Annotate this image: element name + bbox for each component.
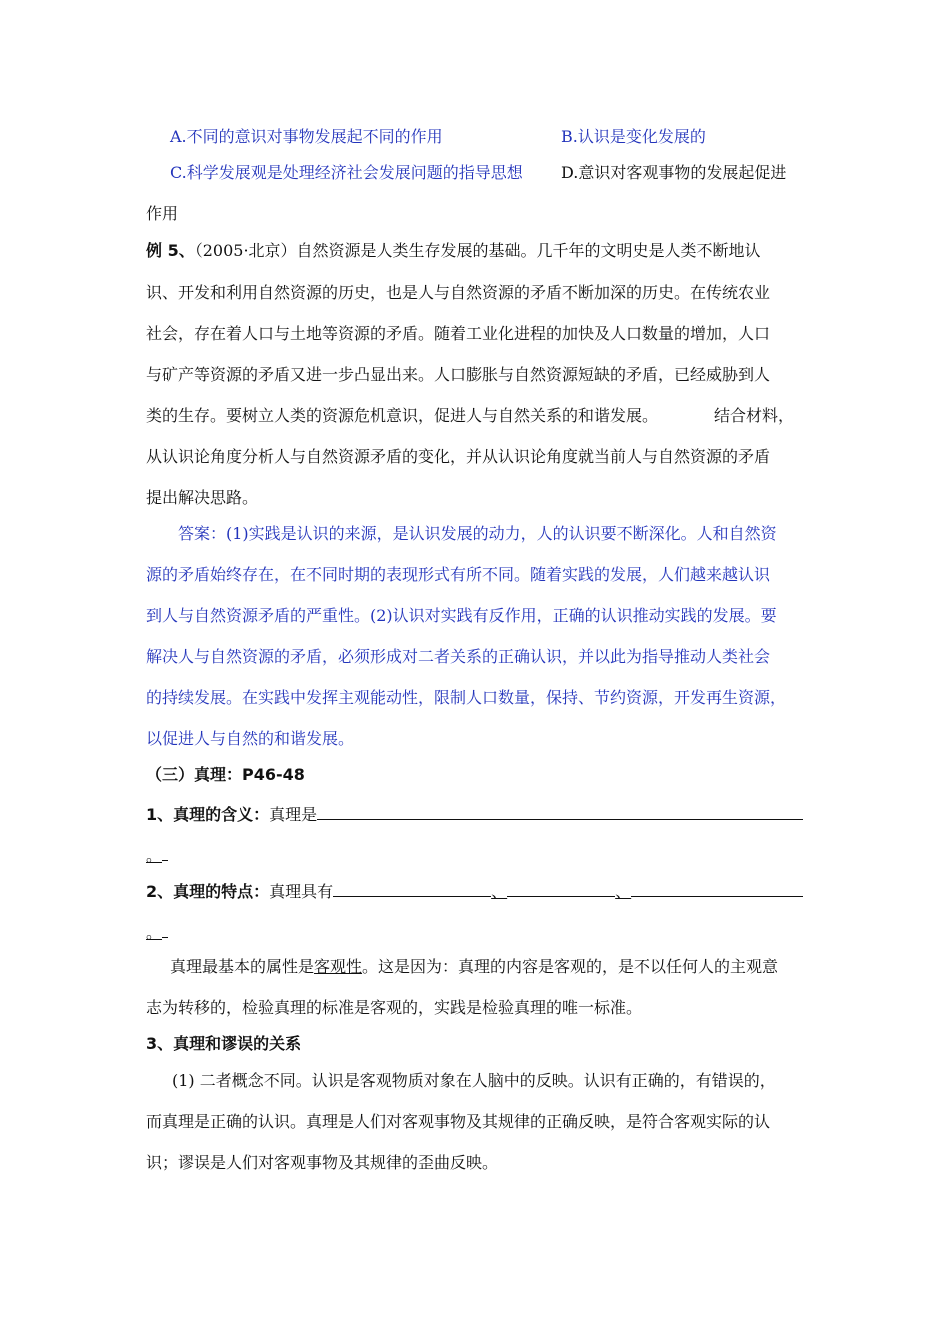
answer-line-4: 解决人与自然资源的矛盾，必须形成对二者关系的正确认识，并以此为指导推动人类社会 <box>146 647 771 666</box>
option-a: A.不同的意识对事物发展起不同的作用 <box>170 127 443 146</box>
question-2-end: 。 <box>146 921 168 943</box>
answer-line-6: 以促进人与自然的和谐发展。 <box>146 729 355 748</box>
fill-blank <box>507 880 615 897</box>
example-5-line-5: 类的生存。要树立人类的资源危机意识，促进人与自然关系的和谐发展。 结合材料， <box>146 406 795 425</box>
question-1: 1、真理的含义：真理是 <box>146 803 803 825</box>
example-5-line-6: 从认识论角度分析人与自然资源矛盾的变化，并从认识论角度就当前人与自然资源的矛盾 <box>146 447 771 466</box>
example-5-line-3: 社会，存在着人口与土地等资源的矛盾。随着工业化进程的加快及人口数量的增加，人口 <box>146 324 771 343</box>
option-d-continued: 作用 <box>146 204 179 223</box>
answer-line-2: 源的矛盾始终存在，在不同时期的表现形式有所不同。随着实践的发展，人们越来越认识 <box>146 565 771 584</box>
question-2: 2、真理的特点：真理具有 、 、 <box>146 880 803 902</box>
fill-blank <box>317 803 803 820</box>
question-2-label: 2、真理的特点： <box>146 882 270 901</box>
question-3-heading: 3、真理和谬误的关系 <box>146 1034 302 1053</box>
example-5-line-4: 与矿产等资源的矛盾又进一步凸显出来。人口膨胀与自然资源短缺的矛盾，已经威胁到人 <box>146 365 771 384</box>
option-b: B.认识是变化发展的 <box>561 127 706 146</box>
question-3-line-1: (1) 二者概念不同。认识是客观物质对象在人脑中的反映。认识有正确的，有错误的， <box>172 1071 776 1090</box>
example-5-label: 例 5、 <box>146 241 195 260</box>
example-5-line-1: 例 5、（2005·北京）自然资源是人类生存发展的基础。几千年的文明史是人类不断地认 <box>146 241 761 260</box>
question-1-label: 1、真理的含义： <box>146 805 270 824</box>
option-d: D.意识对客观事物的发展起促进 <box>561 163 787 182</box>
section-heading: （三）真理：P46-48 <box>146 765 305 784</box>
question-3-line-3: 识；谬误是人们对客观事物及其规律的歪曲反映。 <box>146 1153 499 1172</box>
fill-blank <box>631 880 803 897</box>
example-5-line-2: 识、开发和利用自然资源的历史，也是人与自然资源的矛盾不断加深的历史。在传统农业 <box>146 283 771 302</box>
option-c: C.科学发展观是处理经济社会发展问题的指导思想 <box>170 163 523 182</box>
answer-line-5: 的持续发展。在实践中发挥主观能动性，限制人口数量，保持、节约资源，开发再生资源， <box>146 688 787 707</box>
example-5-line-7: 提出解决思路。 <box>146 488 259 507</box>
truth-paragraph-line-1: 真理最基本的属性是客观性。这是因为：真理的内容是客观的，是不以任何人的主观意 <box>170 957 779 976</box>
truth-paragraph-line-2: 志为转移的，检验真理的标准是客观的，实践是检验真理的唯一标准。 <box>146 998 643 1017</box>
key-term: 客观性 <box>314 957 363 976</box>
question-3-line-2: 而真理是正确的认识。真理是人们对客观事物及其规律的正确反映，是符合客观实际的认 <box>146 1112 771 1131</box>
answer-line-3: 到人与自然资源矛盾的严重性。(2)认识对实践有反作用，正确的认识推动实践的发展。要 <box>146 606 777 625</box>
question-1-end: 。 <box>146 844 168 866</box>
answer-line-1: 答案：(1)实践是认识的来源，是认识发展的动力，人的认识要不断深化。人和自然资 <box>178 524 777 543</box>
fill-blank <box>333 880 491 897</box>
